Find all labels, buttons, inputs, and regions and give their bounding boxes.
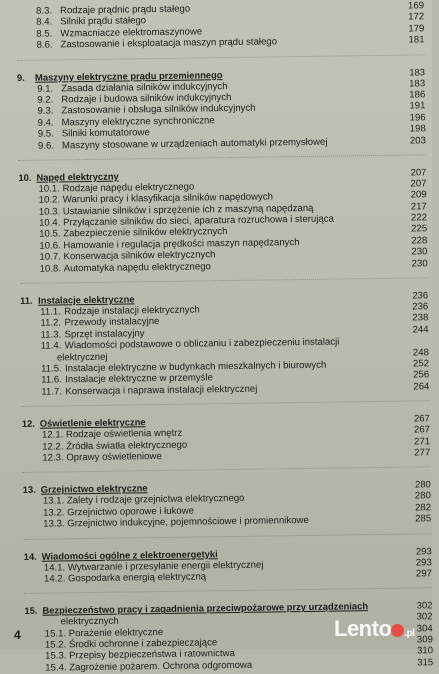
entry-title: Ustawianie silników i sprzężenie ich z maszyną napędzaną: [62, 202, 314, 218]
entry-title: Porażenie elektryczne: [68, 626, 164, 639]
entry-page: 228: [411, 235, 428, 247]
entry-page: 293: [415, 556, 432, 568]
entry-page: 191: [409, 100, 426, 112]
chapter-page: 280: [414, 478, 431, 490]
entry-title: Rodzaje oświetlenia wnętrz: [65, 427, 183, 441]
chapter-number: 13.: [22, 484, 36, 496]
entry-title: Wytwarzanie i przesyłanie energii elektrycznej: [67, 559, 264, 573]
entry-number: 11.2.: [40, 317, 62, 330]
watermark-dot-icon: [391, 624, 404, 637]
entry-page: 302: [416, 611, 433, 623]
entry-title: Maszyny elektryczne synchroniczne: [61, 114, 215, 129]
chapter-title: Oświetlenie elektryczne: [39, 416, 146, 429]
entry-page: 207: [410, 178, 427, 190]
entry-page: 196: [409, 112, 426, 124]
entry-page: 183: [409, 77, 426, 90]
entry-page: 203: [409, 134, 426, 147]
watermark-brand: Lento: [334, 616, 392, 641]
entry-page: 198: [409, 123, 426, 135]
chapter-page: 183: [409, 65, 426, 78]
entry-title: Źródła światła elektrycznego: [66, 439, 188, 452]
chapter-page: 207: [410, 166, 427, 178]
chapter-title: Napęd elektryczny: [36, 170, 119, 183]
entry-page: 230: [411, 257, 428, 270]
entry-page: 238: [412, 312, 429, 324]
entry-title: Zastosowanie i obsługa silników indukcyjnych: [61, 103, 256, 117]
entry-page: 267: [413, 424, 431, 436]
lento-watermark-logo: [334, 616, 415, 642]
entry-number: 10.5.: [39, 228, 61, 241]
entry-page: 222: [410, 212, 428, 224]
chapter-title: Instalacje elektryczne: [38, 293, 135, 306]
entry-number: 12.1.: [41, 429, 64, 441]
entry-number: 11.7.: [41, 386, 63, 398]
chapter-number: 10.: [18, 171, 32, 183]
entry-title: Maszyny stosowane w urządzeniach automatyki przemysłowej: [61, 136, 328, 151]
entry-number: 11.6.: [41, 374, 62, 387]
entry-page: 282: [414, 501, 432, 514]
entry-title: Zastosowanie i eksploatacja maszyn prądu stałego: [60, 36, 278, 51]
entry-page: 172: [408, 11, 425, 23]
entry-number: 8.4.: [36, 16, 53, 29]
entry-page: 315: [417, 657, 434, 669]
entry-title: Zalety i rodzaje grzejnictwa elektrycznego: [66, 493, 245, 507]
entry-title: Instalacje elektryczne w budynkach mieszkalnych i biurowych: [64, 359, 327, 375]
entry-number: 11.5.: [40, 363, 62, 375]
entry-title: Środki ochronne i zabezpieczające: [68, 637, 218, 651]
entry-page: 252: [412, 358, 430, 370]
chapter-title: Maszyny elektryczne prądu przemiennego: [34, 68, 223, 83]
entry-page: 309: [416, 634, 433, 646]
entry-title: Oprawy oświetleniowe: [66, 450, 162, 464]
entry-number: 9.1.: [37, 83, 54, 95]
entry-number: 9.2.: [37, 94, 54, 106]
entry-title: elektrycznej: [56, 351, 108, 364]
entry-title: Przewody instalacyjne: [64, 316, 160, 329]
entry-title: Sprzęt instalacyjny: [64, 328, 145, 341]
entry-number: 11.1.: [40, 306, 61, 318]
table-of-contents: [16, 0, 439, 674]
entry-page: 244: [412, 324, 429, 336]
entry-page: 280: [414, 490, 431, 502]
chapter-page: 267: [414, 412, 430, 424]
entry-page: 310: [416, 645, 434, 657]
entry-page: 304: [416, 622, 433, 635]
entry-page: 179: [408, 23, 425, 35]
entry-number: 11.3.: [40, 329, 62, 341]
toc-chapters: [17, 46, 439, 674]
entry-title: Rodzaje prądnic prądu stałego: [59, 3, 191, 17]
entry-number: 8.5.: [36, 28, 53, 40]
entry-number: 9.6.: [37, 139, 55, 152]
entry-number: 15.2.: [44, 639, 67, 651]
entry-title: Rodzaje instalacji elektrycznych: [64, 304, 200, 318]
entry-number: 12.2.: [42, 440, 64, 453]
chapter-number: 12.: [21, 417, 35, 430]
entry-number: 10.4.: [38, 217, 61, 229]
entry-title: Grzejnictwo oporowe i łukowe: [67, 505, 195, 519]
entry-number: 10.1.: [38, 183, 60, 195]
entry-page: 285: [415, 513, 432, 525]
entry-number: 15.3.: [45, 650, 67, 663]
entry-page: 297: [415, 568, 433, 580]
chapter-title: Grzejnictwo elektryczne: [40, 482, 148, 496]
entry-title: Konserwacja i naprawa instalacji elektrycznej: [65, 383, 258, 398]
entry-title: Instalacje elektryczne w przemyśle: [65, 372, 213, 386]
entry-number: 10.6.: [39, 240, 61, 252]
chapter-number: 15.: [24, 605, 38, 617]
entry-page: 181: [408, 34, 425, 46]
entry-title: Rodzaje napędu elektrycznego: [62, 181, 195, 195]
chapter-page: 236: [412, 289, 429, 301]
entry-number: 13.2.: [43, 507, 65, 519]
entry-title: elektrycznych: [60, 615, 119, 628]
entry-page: 186: [409, 89, 426, 101]
entry-number: 8.6.: [36, 39, 53, 51]
toc-section-8-tail: [16, 0, 431, 51]
entry-page: 217: [410, 200, 427, 213]
chapter-title: Wiadomości ogólne z elektroenergetyki: [41, 547, 218, 562]
entry-number: 10.2.: [38, 194, 61, 206]
entry-number: 10.7.: [39, 251, 61, 263]
entry-page: 209: [410, 189, 427, 201]
entry-title: Silniki prądu stałego: [60, 15, 147, 28]
entry-title: Wiadomości podstawowe o obliczaniu i zabezpieczeniu instalacji: [64, 336, 340, 352]
entry-title: Zasada działania silników indukcyjnych: [61, 80, 228, 94]
watermark-suffix: .pl: [404, 628, 415, 639]
chapter-number: 14.: [23, 550, 37, 562]
entry-page: 256: [413, 369, 430, 381]
entry-title: Zagrożenie pożarem. Ochrona odgromowa: [69, 659, 253, 674]
entry-title: Konserwacja silników elektrycznych: [63, 249, 216, 263]
entry-page: 236: [412, 301, 429, 313]
entry-title: Hamowanie i regulacja prędkości maszyn napędzanych: [63, 236, 300, 252]
entry-page: 271: [414, 435, 431, 448]
entry-number: 10.3.: [38, 206, 61, 218]
entry-number: 9.4.: [37, 117, 54, 129]
entry-title: Rodzaje i budowa silników indukcyjnych: [61, 91, 232, 106]
chapter-title: Bezpieczeństwo pracy i zagadnienia przeciwpożarowe przy urządzeniach: [42, 600, 369, 616]
chapter-page: 293: [415, 544, 432, 556]
page-number: 4: [14, 628, 21, 642]
entry-number: 15.1.: [44, 628, 67, 640]
entry-title: Zabezpieczenie silników elektrycznych: [63, 226, 228, 240]
entry-title: Automatyka napędu elektrycznego: [63, 260, 211, 275]
entry-page: 248: [412, 346, 429, 359]
entry-number: 15.4.: [45, 662, 67, 674]
chapter-number: 11.: [20, 294, 33, 307]
entry-title: Grzejnictwo indukcyjne, pojemnościowe i promiennikowe: [67, 515, 309, 530]
chapter-number: 9.: [16, 71, 25, 83]
entry-page: 169: [407, 0, 425, 12]
entry-number: 14.2.: [43, 573, 66, 585]
entry-title: Wzmacniacze elektromaszynowe: [60, 26, 203, 40]
entry-title: Przepisy bezpieczeństwa i ratownictwa: [69, 648, 235, 662]
entry-number: 13.1.: [42, 495, 65, 507]
entry-number: 11.4.: [40, 340, 62, 352]
chapter-page: 302: [416, 599, 433, 611]
entry-page: 230: [411, 246, 428, 258]
entry-page: 264: [413, 381, 430, 393]
entry-number: 13.3.: [43, 518, 65, 530]
entry-number: 10.8.: [39, 263, 62, 275]
entry-title: Przyłączanie silników do sieci, aparatura rozruchowa i sterująca: [62, 213, 334, 229]
entry-number: 9.5.: [37, 128, 54, 140]
entry-number: 14.1.: [43, 561, 66, 574]
entry-title: Gospodarka energią elektryczną: [67, 571, 207, 585]
entry-title: Warunki pracy i klasyfikacja silników napędowych: [62, 191, 274, 206]
entry-number: 9.3.: [37, 105, 54, 118]
entry-page: 225: [411, 223, 428, 235]
entry-page: 277: [414, 447, 431, 459]
entry-number: 8.3.: [35, 5, 53, 17]
entry-number: 12.3.: [42, 452, 64, 464]
entry-title: Silniki komutatorowe: [61, 127, 150, 140]
